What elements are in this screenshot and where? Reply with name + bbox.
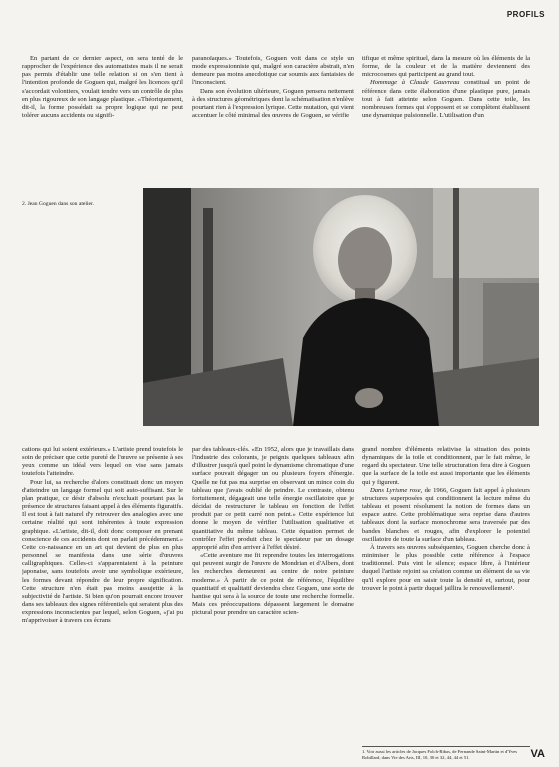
paragraph: paranoïaques.» Toutefois, Goguen voit dans ce style un mode expressionniste qui, malgré son caractère abstrait, n'en demeure pas moins anecdotique car soumis aux fantaisies de l'inconscient. [192,55,354,87]
paragraph: Hommage à Claude Gauvreau constitual un point de référence dans cette élaboration d'une plastique pure, jamais tout à fait atteinte selon Goguen. Dans cette toile, les nombreuses formes qui s'opposent et se complètent établissent une dynamique pulsionnelle. L'utilisation d'un [362,79,530,120]
paragraph: À travers ses œuvres subséquentes, Goguen cherche donc à minimiser le plus possible cette référence à l'espace traditionnel. Puis vint le silence; espace libre, à l'intérieur duquel l'artiste rejoint sa création comme un élément de sa vie qu'il explore pour en saisir toute la densité et, surtout, pour trouver le point à partir duquel jaillira le renouvellement¹. [362,543,530,592]
paragraph: par des tableaux-clés. «En 1952, alors que je travaillais dans l'industrie des colorants, je peignis quelques tableaux afin d'illustrer jusqu'à quel point le dynamisme chromatique d'une surface pouvait dégager un ou plusieurs foyers d'énergie. Quelle ne fut pas ma surprise en observant un mince coin du tableau que j'avais oublié de peindre. Le contraste, obtenu fortuitement, dégageait une telle énergie oscillatoire que je décidai de restructurer le tableau en fonction de l'effet produit par ce petit carré non peint.» Cette expérience lui donne le moyen de vérifier l'utilisation qualitative et quantitative du même tableau. Cette équation permet de contrôler l'effet produit chez le spectateur par un dosage approprié afin d'en arriver à l'effet désiré. [192,446,354,551]
paragraph: cations qui lui soient extérieurs.» L'artiste prend toutefois le soin de préciser que cette pureté de l'œuvre se présente à ses yeux comme un idéal vers lequel on vise sans jamais toutefois l'atteindre. [22,446,183,478]
section-header: PROFILS [506,10,545,19]
artwork-title: Hommage à Claude Gauvreau [370,79,460,87]
top-column-2 [192,55,354,183]
bottom-column-3 [362,446,530,742]
paragraph: Dans son évolution ultérieure, Goguen pensera nettement à des structures géométriques dont la schématisation n'enlève pourtant rien à l'expression lyrique. Cette mutation, qui vient accentuer le côté minimal des œuvres de Goguen, se vérifie [192,87,354,120]
paragraph: Pour lui, sa recherche d'alors constituait donc un moyen d'atteindre un langage formel qui soit auto-suffisant. Sur le plan pratique, ce désir d'absolu n'excluait pourtant pas la présence de structures faisant appel à des éléments figuratifs. Il est tout à fait naturel d'y retrouver des analogies avec une certaine réalité qui sont inhérentes à toute expression graphique. «L'artiste, dit-il, doit donc composer en prenant conscience de ces accidents dont on parlait précédemment.» Cette co-naissance en un art qui devient de plus en plus personnel se manifesta dans une série d'œuvres calligraphiques. Celles-ci s'apparentaient à la peinture japonaise, sans toutefois avoir une symbolique extérieure, les formes devant répondre de leur propre signification. Cette structure n'en était pas moins assujettie à la subjectivité de l'artiste. Si bien qu'on pourrait encore trouver dans ses tableaux des signes référentiels qui seraient plus des expressions inconscientes par lequel, selon Goguen, «j'ai pu m'apprivoiser à travers ces écrans [22,478,183,625]
paragraph: Dans Lyrisme rose, de 1966, Goguen fait appel à plusieurs structures superposées qui conditionnent la lecture même du tableau et posent résolument la notion de formes dans un espace autre. Cette problématique sera reprise dans d'autres tableaux dont la surface monochrome sera traversée par des bandes blanches et rouges, afin d'explorer le potentiel oscillatoire de toute la surface d'un tableau. [362,486,530,543]
top-column-3 [362,55,530,183]
paragraph: «Cette aventure me fit reprendre toutes les interrogations qui peuvent surgir de l'œuvre de Mondrian et d'Albers, dont les recherches demeurent au centre de notre peinture moderne.» À partir de ce point de référence, l'équilibre quantitatif et qualitatif deviendra chez Goguen, une sorte de hantise qui sera à la source de toute une recherche formelle. Mais ces préoccupations dépassent largement le domaine pictural pour prendre un caractère scien- [192,552,354,617]
artist-photo [143,188,539,426]
paragraph: En partant de ce dernier aspect, on sera tenté de le rapprocher de l'expérience des automatistes mais il ne serait pas permis d'établir une telle relation si on s'en tient à l'intention profonde de Goguen qui, malgré les licences qu'il s'accordait volontiers, voulait tendre vers un contrôle de plus en plus rigoureux de son langage plastique. «Théoriquement, dit-il, la forme possédait sa propre logique qui ne peut tolérer aucuns accidents ou signifi- [22,55,183,120]
paragraph: tifique et même spirituel, dans la mesure où les éléments de la forme, de la couleur et de la matière deviennent des microcosmes qui participent au grand tout. [362,55,530,79]
bottom-column-1 [22,446,183,746]
bottom-column-2 [192,446,354,746]
magazine-logo: VA [530,748,545,760]
top-column-1 [22,55,183,183]
photo-caption: 2. Jean Goguen dans son atelier. [22,201,94,207]
paragraph: grand nombre d'éléments relativise la situation des points dynamiques de la toile et conditionnent, par le fait même, le regard du spectateur. Une telle structuration fera dire à Goguen que la surface de la toile est aussi importante que les éléments qui y figurent. [362,446,530,486]
footnote: 1. Voir aussi les articles de Jacques Folch-Ribas, de Fernande Saint-Martin et d'Yves Robillard, dans Vie des Arts, III, 10, 30 et 32, 44, 44 et 51. [362,746,530,760]
artwork-title: Dans Lyrisme rose [370,486,421,494]
